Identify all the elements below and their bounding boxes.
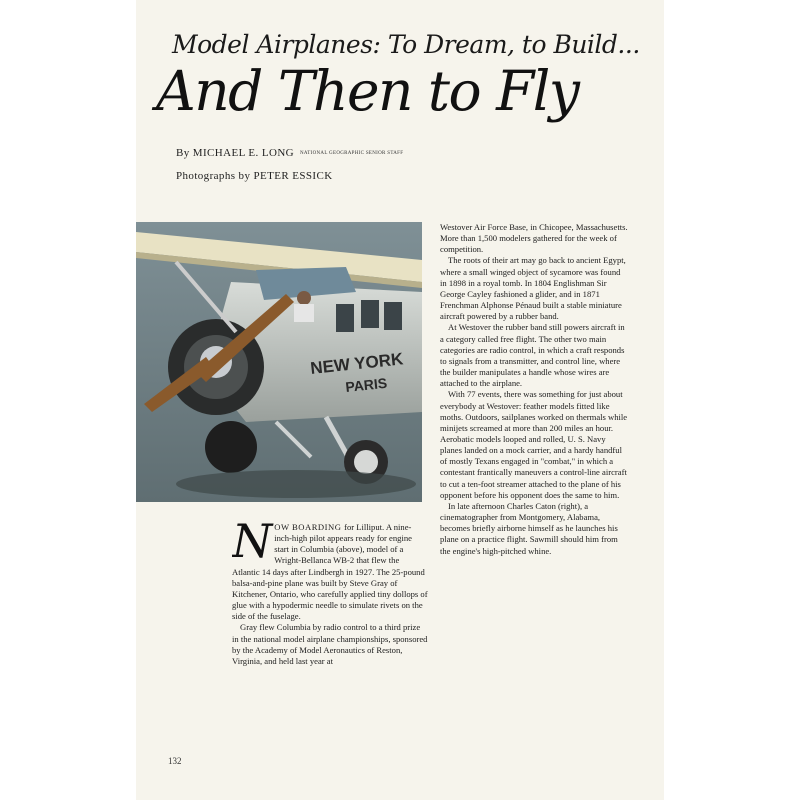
- fuselage-text-2: PARIS: [344, 374, 388, 395]
- caption-paragraph-2: Gray flew Columbia by radio control to a third prize in the national model airplane championships, sponsored by the Academy of Model Aeronautics of Reston, Virginia, and held last year at: [232, 622, 428, 666]
- body-paragraph-1: Westover Air Force Base, in Chicopee, Massachusetts. More than 1,500 modelers gathered for the week of competition.: [440, 222, 628, 255]
- byline-author: By MICHAEL E. LONG: [176, 147, 295, 159]
- byline: [176, 147, 403, 159]
- byline-role: NATIONAL GEOGRAPHIC SENIOR STAFF: [300, 150, 404, 156]
- airplane-photo: [136, 222, 422, 502]
- caption-text: for Lilliput. A nine-inch-high pilot appears ready for engine start in Columbia (above), model of a Wright-Bellanca WB-2 that flew the Atlantic 14 days after Lindbergh in 1927. The 25-pound balsa-and-pine plane was built by Steve Gray of Kitchener, Ontario, who carefully applied tiny dollops of glue with a hypodermic needle to simulate rivets on the side of the fuselage.: [232, 522, 428, 622]
- caption-lead: OW BOARDING: [274, 522, 345, 532]
- body-paragraph-2: The roots of their art may go back to ancient Egypt, where a small winged object of sycamore was found in 1898 in a royal tomb. In 1804 Englishman Sir George Cayley fashioned a glider, and in 1871 Frenchman Alphonse Pénaud built a stable miniature aircraft powered by a rubber band.: [440, 255, 626, 322]
- photo-caption: [232, 522, 428, 747]
- dropcap: N: [232, 522, 273, 568]
- body-paragraph-5: In late afternoon Charles Caton (right), a cinematographer from Montgomery, Alabama, becomes briefly airborne himself as he launches his plane on a practice flight. Sawmill should him from the engine's high-pitched whine.: [440, 500, 618, 556]
- article-kicker: Model Airplanes: To Dream, to Build...: [172, 30, 640, 59]
- article-headline: And Then to Fly: [156, 59, 579, 123]
- body-paragraph-4: With 77 events, there was something for just about everybody at Westover: feather models fitted like moths. Outdoors, sailplanes worked on thermals while minijets screamed at more than 200 miles an hour. Aerobatic models looped and rolled, U. S. Navy planes landed on a mock carrier, and a hardy handful of mostly Texans engaged in "combat," in which a contestant frantically maneuvers a control-line aircraft to cut a ten-foot streamer attached to the plane of his opponent before his opponent does the same to him.: [440, 389, 628, 500]
- magazine-page: [136, 0, 664, 800]
- fuselage-text-1: NEW YORK: [309, 349, 405, 378]
- body-column: [440, 222, 628, 747]
- photo-credit: Photographs by PETER ESSICK: [176, 170, 333, 182]
- body-paragraph-3: At Westover the rubber band still powers aircraft in a category called free flight. The other two main categories are radio control, in which a craft responds to signals from a transmitter, and control line, where the builder manipulates a handle whose wires are attached to the airplane.: [440, 322, 625, 389]
- page-number: 132: [168, 756, 182, 766]
